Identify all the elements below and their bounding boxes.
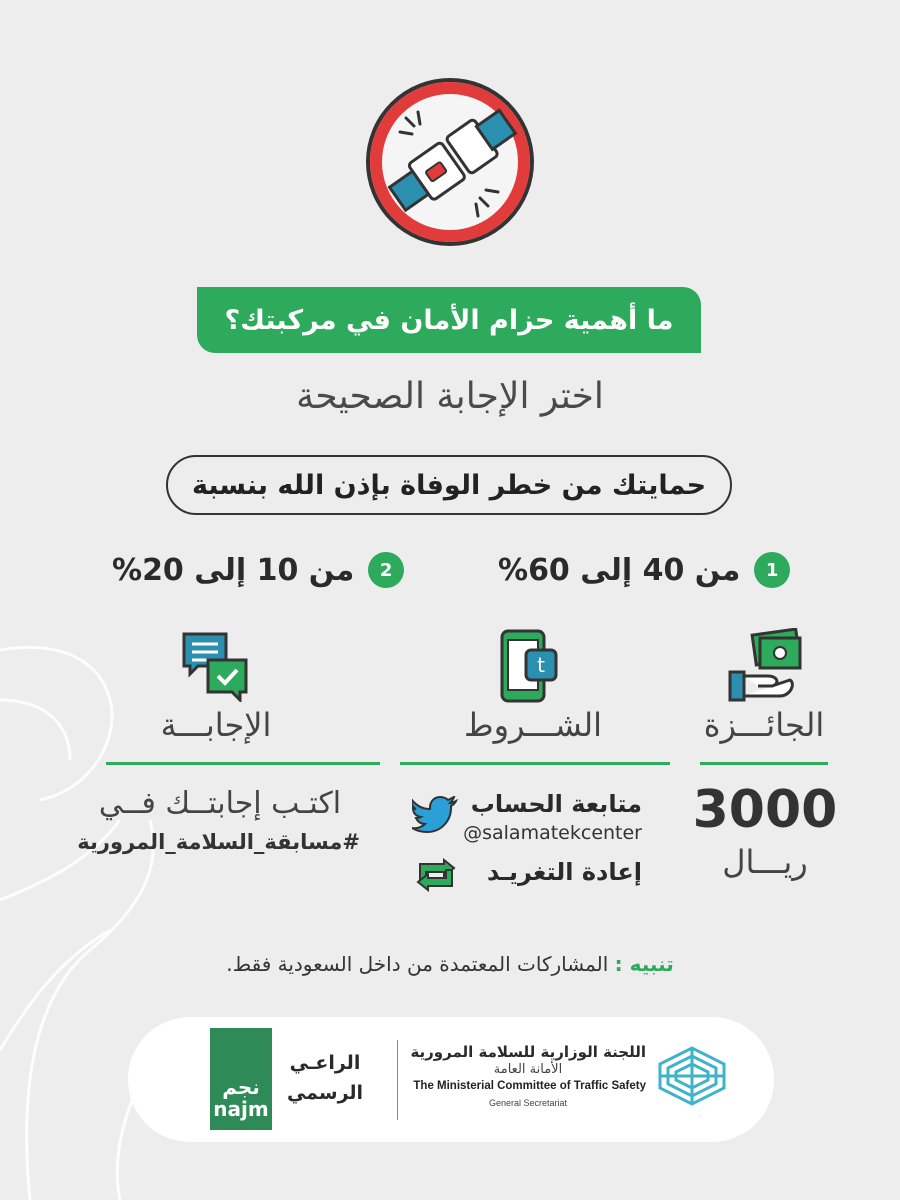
official-sponsor-label — [280, 1048, 370, 1108]
committee-logo-text — [410, 1044, 646, 1112]
answer-hashtag[interactable]: #مسابقة_السلامة_المرورية — [77, 830, 360, 854]
committee-emblem-icon — [656, 1044, 728, 1108]
seatbelt-prohibited-icon — [356, 68, 544, 256]
answer-title: الإجابـــة — [160, 706, 272, 744]
prize-underline — [700, 762, 828, 765]
committee-name-en: The Ministerial Committee of Traffic Safety — [413, 1080, 646, 1092]
prize-title: الجائـــزة — [703, 706, 825, 744]
secretariat-ar: الأمانة العامة — [493, 1062, 563, 1077]
phone-twitter-icon — [498, 628, 562, 704]
committee-name-ar: اللجنة الوزارية للسلامة المرورية — [410, 1043, 646, 1061]
instruction-text: اختر الإجابة الصحيحة — [296, 376, 604, 417]
notice-body: المشاركات المعتمدة من داخل السعودية فقط. — [226, 952, 609, 976]
najm-logo-en: najm — [213, 1097, 269, 1121]
terms-underline — [400, 762, 670, 765]
najm-logo — [210, 1028, 272, 1130]
sponsor-line-2: الرسمي — [286, 1082, 364, 1104]
option-number-badge: 1 — [754, 552, 790, 588]
answer-instruction: اكتـب إجابتــك فــي — [98, 786, 342, 821]
money-hand-icon — [724, 628, 802, 702]
option-text: من 10 إلى 20% — [112, 552, 355, 588]
chat-check-icon — [182, 632, 250, 702]
statement-box: حمايتك من خطر الوفاة بإذن الله بنسبة — [166, 455, 732, 515]
answer-option-1[interactable] — [498, 545, 790, 595]
notice-text — [0, 952, 900, 976]
sponsor-line-1: الراعـي — [289, 1052, 361, 1074]
twitter-bird-icon[interactable] — [412, 796, 458, 834]
terms-title: الشـــروط — [463, 706, 602, 744]
retweet-icon[interactable] — [414, 858, 458, 892]
secretariat-en: General Secretariat — [488, 1098, 568, 1108]
option-text: من 40 إلى 60% — [498, 552, 741, 588]
prize-currency: ريـــال — [722, 843, 808, 881]
najm-logo-ar: نجم — [222, 1075, 260, 1099]
notice-label: تنبيه : — [614, 952, 674, 976]
answer-underline — [106, 762, 380, 765]
svg-text:t: t — [537, 653, 545, 677]
retweet-label: إعادة التغريـد — [486, 858, 642, 886]
question-banner: ما أهمية حزام الأمان في مركبتك؟ — [197, 287, 701, 353]
footer-divider — [397, 1040, 398, 1120]
option-number-badge: 2 — [368, 552, 404, 588]
prize-amount: 3000 — [692, 780, 838, 840]
account-handle[interactable]: @salamatekcenter — [463, 822, 642, 844]
follow-account-label: متابعة الحساب — [470, 790, 642, 818]
answer-option-2[interactable] — [112, 545, 404, 595]
